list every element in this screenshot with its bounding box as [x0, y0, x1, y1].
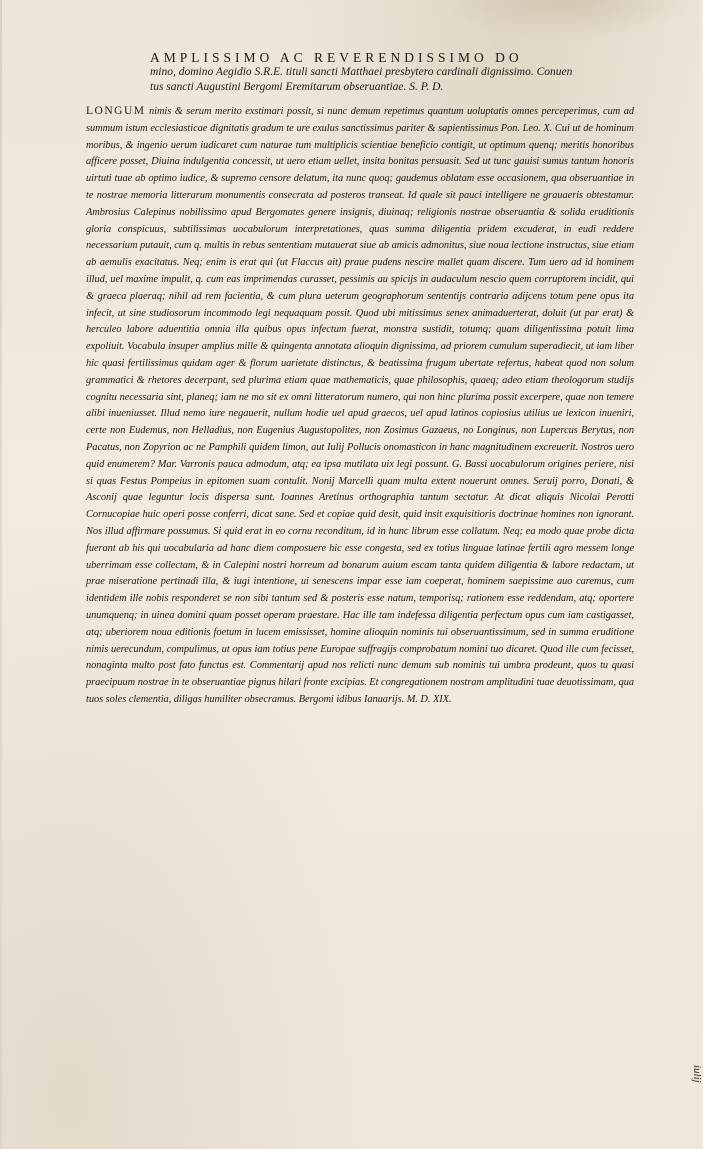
- dedication-sender-line: tus sancti Augustini Bergomi Eremitarum obseruantiae. S. P. D.: [150, 81, 444, 93]
- letter-first-word: LONGUM: [86, 105, 146, 117]
- paper-stain: [440, 0, 700, 40]
- letter-body: [86, 103, 634, 709]
- dedication-addressee-line: mino, domino Aegidio S.R.E. tituli sancti Matthaei presbytero cardinali dignissimo. Conuen: [150, 66, 573, 78]
- dedication-title: AMPLISSIMO AC REVERENDISSIMO DO: [150, 50, 523, 65]
- catchword: iulij: [691, 1065, 703, 1083]
- letter-text: nimis & serum merito exstimari possit, si nunc demum repetimus quantum uoluptatis omnes perceperimus, cum ad summum istum ecclesiasticae dignitatis gradum te ure exulus sanctissimus pariter & sapientissimus Pon. Leo. X. Cui ut de hominum moribus, & ingenio uerum iudicaret cum naturae tum multiplicis scientiae beneficio contigit, ut optimum quenq; meritis honoribus afficere posset, Diuina indulgentia concessit, ut uero etiam uellet, insita bonitas persuasit. Sed ut tunc gauisi sumus tantum honoris uirtuti tuae ab optimo iudice, & supremo censore delatum, ita nunc quoq; gaudemus oblatam esse occasionem, qua obseruantiae in te nostrae memoria litterarum monumentis consecrata ad posteros transeat. Id quale sit pauci intelligere ne grauaeris obtestamur. Ambrosius Calepinus nobilissimo apud Bergomates genere insignis, diuinaq; religionis nostrae obseruantia & solida eruditionis gloria conspicuus, subtilissimas uocabulorum interpretationes, quas summa diligentia pridem excuderat, in eudi reddere necessarium putauit, cum q. multis in rebus sententiam mutauerat siue ab amicis admonitus, siue noua lectione instructus, siue etiam ab aemulis exacitatus. Neq; enim is erat qui (ut Flaccus ait) praue pudens nescire mallet quam discere. Tum uero ad id hominem illud, uel maxime impulit, q. cum eas imprimendas curasset, pessimis au spicijs in audaculum nescio quem corruptorem incidit, qui & graeca plaeraq; nihil ad rem facientia, & cum plura ueterum geographorum sententijs contraria adijcens totum pene opus ita infecit, ut sine studiosorum incommodo legi nequaquam possit. Quod ubi mitissimus senex animaduerterat, doluit (ut par erat) & herculeo labore aduentitia omnia illa quibus opus infectum fuerat, monstra sustidit, totumq; quam diligentissima potuit lima expoliuit. Vocabula insuper amplius mille & quingenta annotata alioquin dignissima, ad priorem cumulum superadiecit, ut iam liber hic quasi fertilissimus quidam ager & florum uarietate distinctus, & beatissima frugum ubertate refertus, habeat quod non solum grammatici & rhetores decerpant, sed plurima etiam quae mathematicis, quae philosophis, quaeq; adeo etiam theologorum studijs cognitu necessaria sint, planeq; iam ne mo sit ex omni litteratorum numero, qui non hinc plurima possit excerpere, quae non temere alibi inueniusset. Illud nemo iure negauerit, nullum hodie uel apud graecos, uel apud latinos copiosius utilius ue lexicon inueniri, certe non Eudemus, non Helladius, non Eugenius Augustopolites, non Zosimus Gazaeus, no Longinus, non Lupercus Berytus, non Pacatus, non Zopyrion ac ne Pamphili quidem limon, aut Iulij Pollucis onomasticon in hanc magnitudinem excreuerit. Nostros uero quid enumerem? Mar. Varronis pauca admodum, atq; ea ipsa mutilata uix legi possunt. G. Bassi uocabulorum origines periere, nisi si quas Festus Pompeius in epitomen suam contulit. Nonij Marcelli quam multa extent nouerunt omnes. Seruij porro, Donati, & Asconij quae leguntur locis dispersa sunt. Ioannes Aretinus orthographia tantum sectatur. At dicat aliquis Nicolai Perotti Cornucopiae huic operi posse conferri, dicat sane. Sed et copiae quid desit, quid insit exquisitioris doctrinae homines non ignorant. Nos illud affirmare possumus. Si quid erat in eo cornu reconditum, id in hunc librum esse collatum. Neq; ea modo quae probe dicta fuerant ab his qui uocabularia ad hanc diem composuere hic esse congesta, sed ex totius linguae latinae fertili agro messem longe uberrimam esse collectam, & in Calepini nostri horreum ad bonarum auium escam tanta quidem diligentia & labore redactam, ut prae miseratione pertinadi illa, & iugi intentione, ui senescens impar esse iam coeperat, hominem saepissime auo caremus, cum identidem ille nobis responderet se non sibi tantum sed & posteris esse natum, temporisq; rationem esse reddendam, atq; oportere unumquenq; in uinea domini quam posset operam praestare. Hac ille tam indefessa diligentia perfectum opus cum iam castigasset, atq; uberiorem noua editionis foetum in lucem emississet, homine alioquin nominis tui obseruantissimum, sed in summa eruditione nimis uerecundum, compulimus, ut opus iam totius pene Europae suffragijs comprobatum nomini tuo dicaret. Quod ille cum fecisset, nonaginta multo post fato functus est. Commentarij apud nos relicti nunc demum sub nominis tui umbra prodeunt, quos tu quasi praecipuum nostrae in te obseruantiae pignus hilari fronte excipias. Et congregationem nostram amplitudini tuae deuotissimam, qua tuos soles clementia, diligas humiliter obsecramus. Bergomi idibus Ianuarijs. M. D. XIX.: [86, 106, 634, 705]
- page-edge: [0, 0, 2, 1149]
